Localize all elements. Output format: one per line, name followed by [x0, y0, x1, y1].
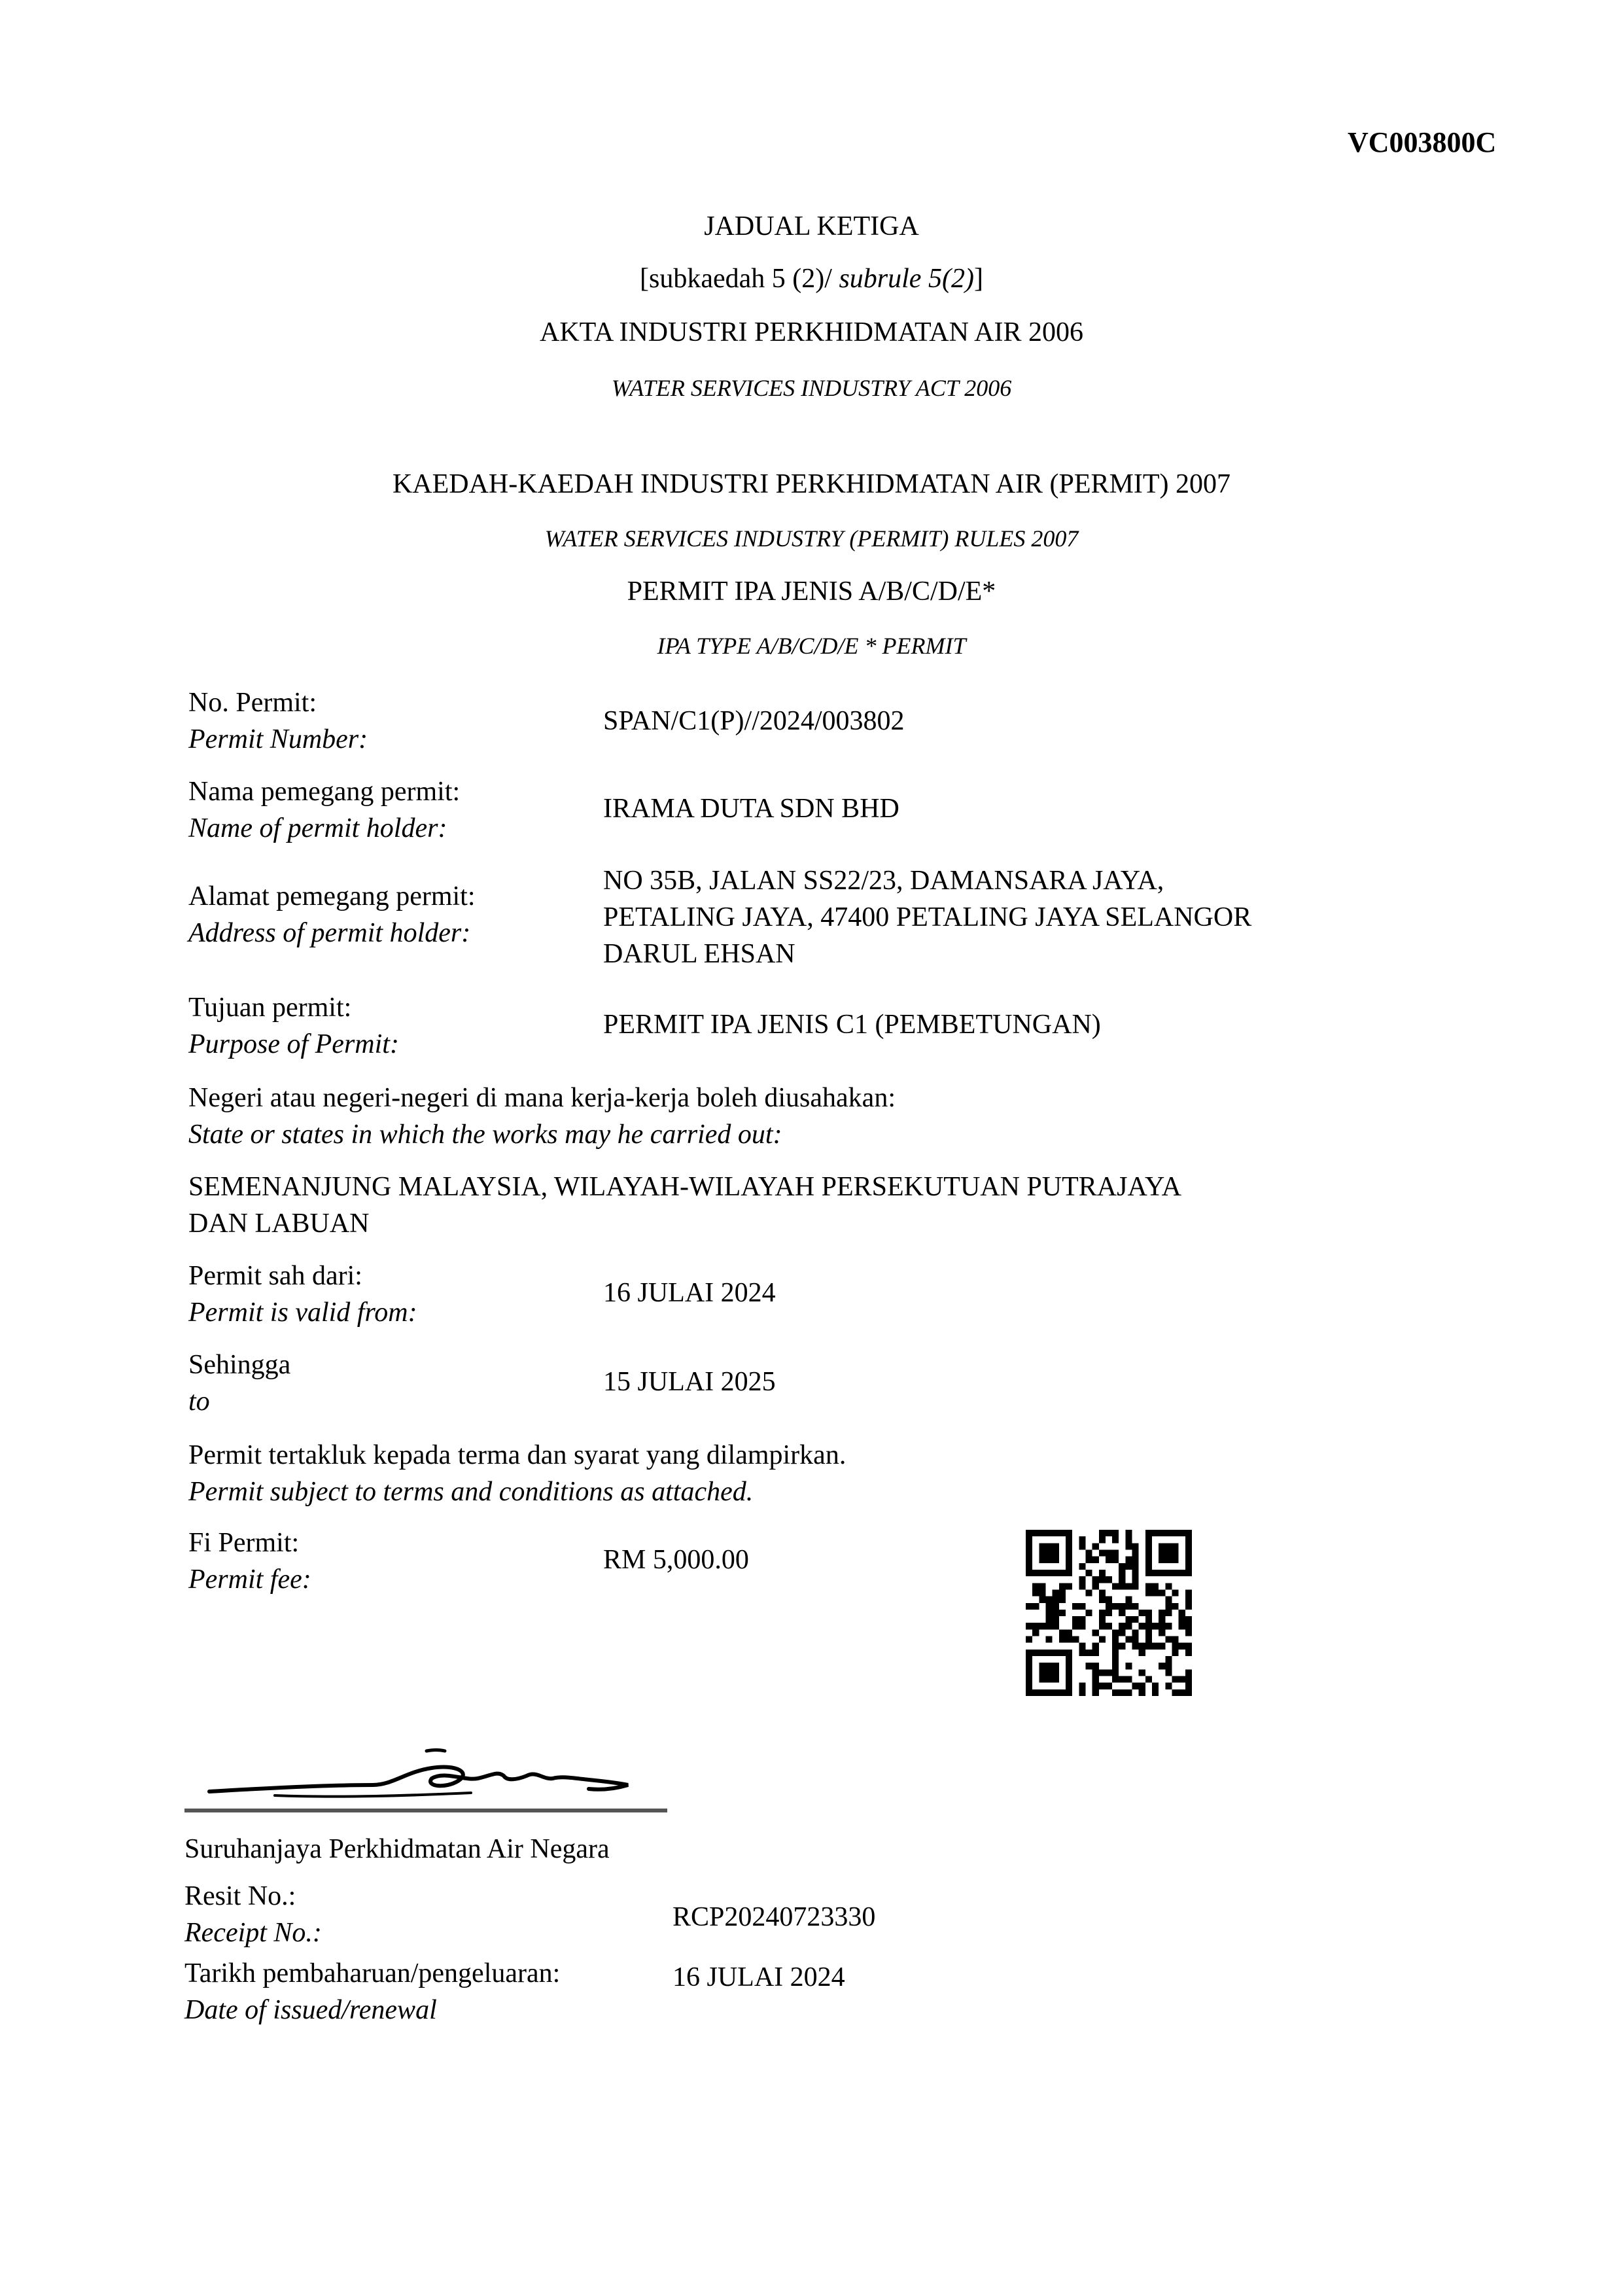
- permit-number-label-en: Permit Number:: [188, 724, 368, 754]
- permit-type-ms: PERMIT IPA JENIS A/B/C/D/E*: [627, 576, 996, 607]
- terms-statement: [188, 1437, 1366, 1510]
- fee-value: RM 5,000.00: [603, 1545, 749, 1575]
- states-value: [188, 1169, 1366, 1242]
- document-code: VC003800C: [1348, 126, 1497, 158]
- purpose-label-ms: Tujuan permit:: [188, 993, 352, 1023]
- valid-to-label-ms: Sehingga: [188, 1350, 291, 1380]
- permit-number-label: [188, 684, 368, 758]
- address-line: NO 35B, JALAN SS22/23, DAMANSARA JAYA,: [603, 866, 1164, 896]
- signature-line: [184, 1809, 667, 1812]
- issuer-name: Suruhanjaya Perkhidmatan Air Negara: [184, 1834, 610, 1864]
- holder-address-label-en: Address of permit holder:: [188, 918, 471, 948]
- rules-title-ms: KAEDAH-KAEDAH INDUSTRI PERKHIDMATAN AIR (PERMIT) 2007: [392, 469, 1231, 499]
- terms-ms: Permit tertakluk kepada terma dan syarat yang dilampirkan.: [188, 1440, 846, 1470]
- valid-to-label: [188, 1347, 290, 1420]
- holder-address-label: [188, 878, 476, 951]
- receipt-value: RCP20240723330: [672, 1902, 876, 1932]
- purpose-value: PERMIT IPA JENIS C1 (PEMBETUNGAN): [603, 1010, 1101, 1040]
- address-line: PETALING JAYA, 47400 PETALING JAYA SELANGOR: [603, 902, 1252, 932]
- valid-to-label-en: to: [188, 1386, 210, 1417]
- subrule-en: subrule 5(2): [839, 264, 974, 294]
- schedule-title: JADUAL KETIGA: [704, 211, 919, 241]
- fee-label-en: Permit fee:: [188, 1564, 311, 1595]
- holder-name-label-en: Name of permit holder:: [188, 813, 447, 843]
- purpose-label: [188, 989, 399, 1063]
- valid-from-label-ms: Permit sah dari:: [188, 1261, 362, 1291]
- signature: [196, 1708, 654, 1806]
- holder-name-value: IRAMA DUTA SDN BHD: [603, 794, 899, 824]
- issue-date-value: 16 JULAI 2024: [672, 1962, 845, 1992]
- purpose-label-en: Purpose of Permit:: [188, 1029, 399, 1059]
- states-label-ms: Negeri atau negeri-negeri di mana kerja-kerja boleh diusahakan:: [188, 1083, 896, 1113]
- fee-label-ms: Fi Permit:: [188, 1528, 300, 1558]
- receipt-label-ms: Resit No.:: [184, 1881, 296, 1911]
- rules-title-en: WATER SERVICES INDUSTRY (PERMIT) RULES 2007: [544, 525, 1079, 552]
- states-label-en: State or states in which the works may he carried out:: [188, 1120, 782, 1150]
- qr-code-icon: [1026, 1530, 1192, 1696]
- subrule-reference: [0, 263, 1623, 294]
- issue-date-label-ms: Tarikh pembaharuan/pengeluaran:: [184, 1958, 561, 1988]
- receipt-label-en: Receipt No.:: [184, 1918, 322, 1948]
- states-label: [188, 1080, 1366, 1153]
- subrule-close: ]: [973, 264, 983, 294]
- permit-type-en: IPA TYPE A/B/C/D/E * PERMIT: [657, 633, 966, 659]
- permit-number-value: SPAN/C1(P)//2024/003802: [603, 706, 905, 736]
- address-line: DARUL EHSAN: [603, 939, 795, 969]
- receipt-label: [184, 1878, 322, 1951]
- valid-from-label: [188, 1258, 417, 1331]
- issue-date-label-en: Date of issued/renewal: [184, 1995, 437, 2025]
- act-title-en: WATER SERVICES INDUSTRY ACT 2006: [611, 375, 1012, 401]
- holder-name-label: [188, 773, 460, 847]
- states-line: SEMENANJUNG MALAYSIA, WILAYAH-WILAYAH PERSEKUTUAN PUTRAJAYA: [188, 1172, 1181, 1202]
- act-title-ms: AKTA INDUSTRI PERKHIDMATAN AIR 2006: [540, 317, 1083, 347]
- fee-label: [188, 1525, 311, 1598]
- holder-address-label-ms: Alamat pemegang permit:: [188, 881, 476, 911]
- issue-date-label: [184, 1955, 560, 2028]
- holder-name-label-ms: Nama pemegang permit:: [188, 777, 461, 807]
- valid-from-value: 16 JULAI 2024: [603, 1278, 776, 1308]
- subrule-ms: [subkaedah 5 (2)/: [640, 264, 839, 294]
- valid-to-value: 15 JULAI 2025: [603, 1367, 776, 1397]
- terms-en: Permit subject to terms and conditions as attached.: [188, 1477, 754, 1507]
- permit-number-label-ms: No. Permit:: [188, 688, 317, 718]
- valid-from-label-en: Permit is valid from:: [188, 1298, 417, 1328]
- states-line: DAN LABUAN: [188, 1209, 370, 1239]
- holder-address-value: [603, 862, 1427, 972]
